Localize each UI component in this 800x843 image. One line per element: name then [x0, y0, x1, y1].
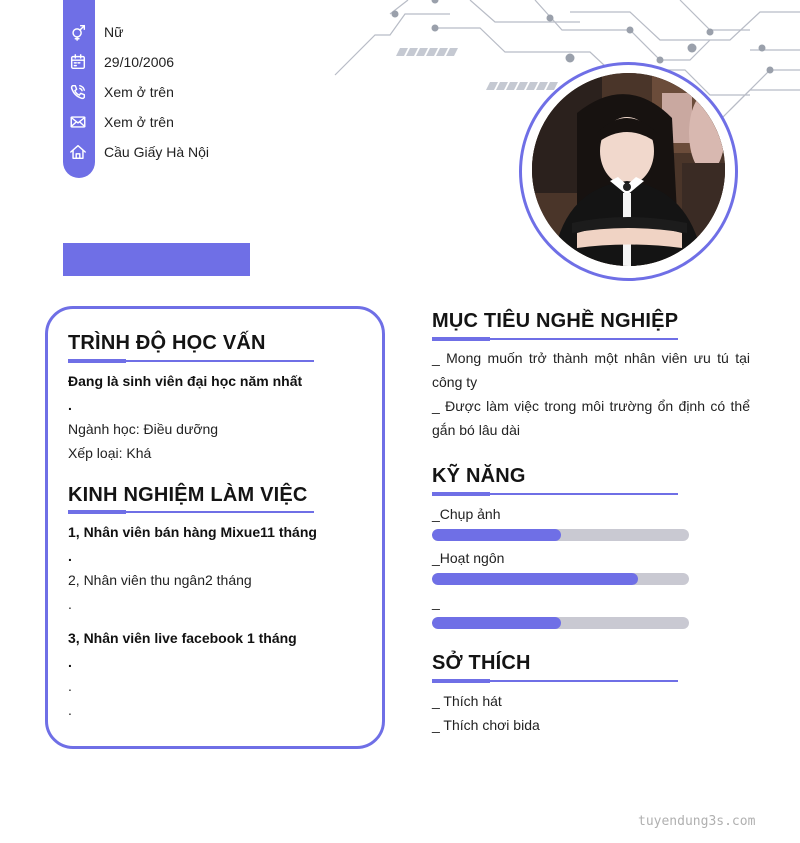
contact-birthday: [68, 51, 175, 73]
name-banner: [63, 243, 250, 276]
hobbies-title: SỞ THÍCH: [432, 652, 531, 674]
calendar-icon: [68, 52, 88, 72]
objective-line: _ Được làm việc trong môi trường ổn định có thể gắn bó lâu dài: [432, 398, 750, 438]
hobby-item: _ Thích hát: [432, 693, 502, 709]
address-value: Cầu Giấy Hà Nội: [104, 144, 210, 160]
education-school: Đang là sinh viên đại học năm nhất: [68, 373, 303, 389]
skills-underline: [432, 493, 678, 495]
skill-bar: [432, 529, 689, 541]
contact-address: [68, 141, 210, 163]
education-grade: Xếp loại: Khá: [68, 445, 152, 461]
skill-bar: [432, 573, 689, 585]
skill-bar: [432, 617, 689, 629]
education-dot: .: [68, 397, 72, 413]
skill-name: _Hoạt ngôn: [432, 550, 505, 566]
objective-title: MỤC TIÊU NGHỀ NGHIỆP: [432, 310, 679, 332]
experience-item-heading: 3, Nhân viên live facebook 1 tháng: [68, 630, 297, 646]
experience-item-heading: 1, Nhân viên bán hàng Mixue11 tháng: [68, 524, 317, 540]
education-underline: [68, 360, 314, 362]
objective-underline: [432, 338, 678, 340]
birthday-value: 29/10/2006: [104, 54, 175, 70]
experience-item-detail: .: [68, 596, 72, 612]
mail-icon: [68, 112, 88, 132]
email-value: Xem ở trên: [104, 114, 174, 130]
experience-underline: [68, 511, 314, 513]
gender-icon: [68, 22, 88, 42]
objective-line: _ Mong muốn trở thành một nhân viên ưu tú tại công ty: [432, 350, 750, 390]
experience-item-heading: 2, Nhân viên thu ngân2 tháng: [68, 572, 252, 588]
contact-gender: [68, 21, 124, 43]
phone-icon: [68, 82, 88, 102]
avatar: [532, 73, 725, 266]
skill-bar-fill: [432, 573, 638, 585]
experience-title: KINH NGHIỆM LÀM VIỆC: [68, 484, 308, 506]
experience-item-extra: .: [68, 678, 72, 694]
phone-value: Xem ở trên: [104, 84, 174, 100]
skill-bar-fill: [432, 617, 561, 629]
experience-item-detail: .: [68, 654, 72, 670]
skills-title: KỸ NĂNG: [432, 465, 526, 487]
home-icon: [68, 142, 88, 162]
education-title: TRÌNH ĐỘ HỌC VẤN: [68, 332, 266, 354]
experience-item-extra: .: [68, 702, 72, 718]
contact-phone: [68, 81, 174, 103]
contact-email: [68, 111, 174, 133]
gender-value: Nữ: [104, 24, 124, 40]
experience-item-detail: .: [68, 548, 72, 564]
skill-bar-fill: [432, 529, 561, 541]
hobby-item: _ Thích chơi bida: [432, 717, 540, 733]
skill-name: _Chụp ảnh: [432, 506, 501, 522]
hobbies-underline: [432, 680, 678, 682]
education-major: Ngành học: Điều dưỡng: [68, 421, 219, 437]
skill-name: _: [432, 594, 440, 610]
watermark: tuyendung3s.com: [638, 814, 756, 829]
